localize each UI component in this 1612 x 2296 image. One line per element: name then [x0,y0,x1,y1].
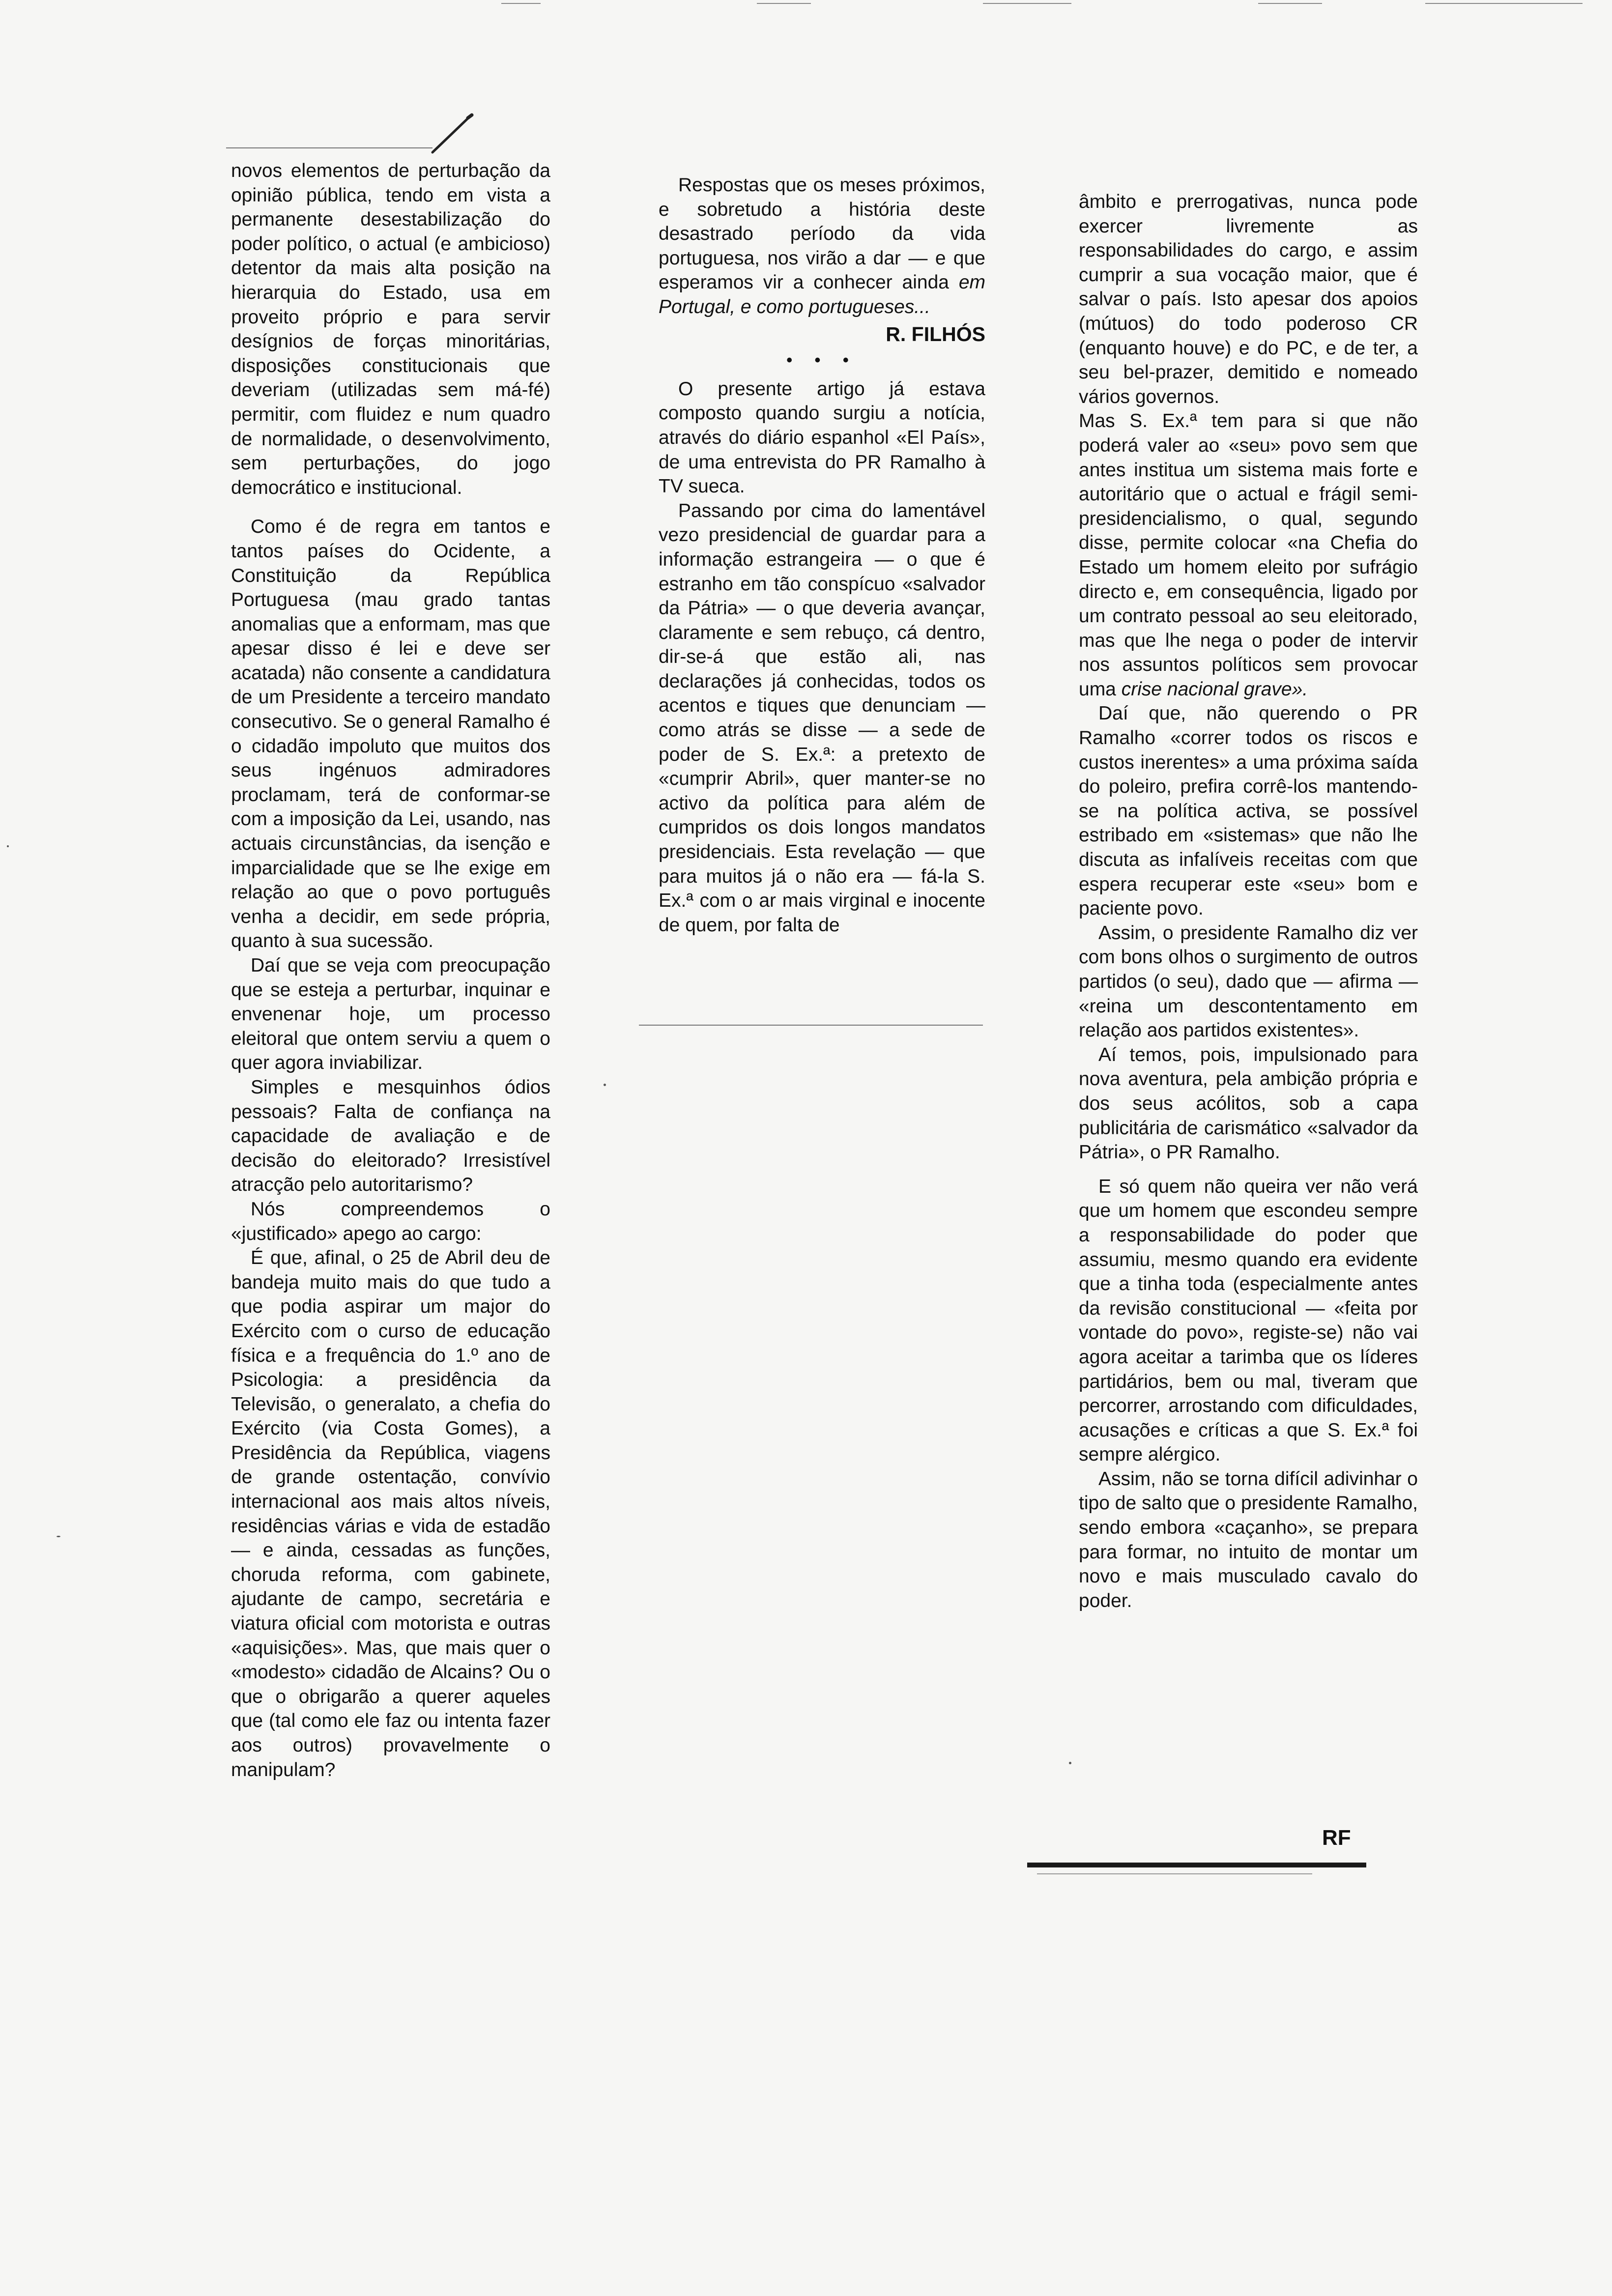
scan-speck [1069,1762,1071,1764]
paragraph [659,173,985,319]
paragraph-italic-text: em Portugal, e como portugueses... [659,272,985,317]
paragraph: É que, afinal, o 25 de Abril deu de bandeja muito mais do que tudo a que podia aspirar um major do Exército com o curso de educação física e a frequência do 1.º ano de Psicologia: a presidência da Televisão, o generalato, a chefia do Exército (via Costa Gomes), a Presidência da República, viagens de grande ostentação, convívio internacional aos mais altos níveis, residências várias e vida de estadão — e ainda, cessadas as funções, choruda reforma, com gabinete, ajudante de campo, secretária e viatura oficial com motorista e outras «aquisições». Mas, que mais quer o «modesto» cidadão de Alcains? Ou o que o obrigarão a querer aqueles que (tal como ele faz ou intenta fazer aos outros) provavelmente o manipulam? [231,1247,550,1780]
scan-speck [604,1084,606,1086]
end-signature: RF [1322,1826,1351,1850]
paragraph: Como é de regra em tantos e tantos países do Ocidente, a Constituição da República Portuguesa (mau grado tantas anomalias que a enformam, mas que apesar disso é lei e deve ser acatada) não consente a candidatura de um Presidente a terceiro mandato consecutivo. Se o general Ramalho é o cidadão impoluto que muitos dos seus ingénuos admiradores proclamam, terá de conformar-se com a imposição da Lei, usando, nas actuais circunstâncias, da isenção e imparcialidade que se lhe exige em relação ao que o povo português venha a decidir, em sede própria, quanto à sua sucessão. [231,516,550,952]
paragraph [1079,409,1418,701]
author-signature: R. FILHÓS [886,322,985,345]
section-separator: • • • [786,351,858,370]
scan-speck [57,1536,60,1537]
paragraph: Daí que se veja com preocupação que se esteja a perturbar, inquinar e envenenar hoje, um processo eleitoral que ontem serviu a quem o quer agora inviabilizar. [231,955,550,1074]
column1-top-ragged-line [226,147,432,148]
paragraph-text: Respostas que os meses próximos, e sobretudo a história deste desastrado período da vida portuguesa, nos virão a dar — e que esperamos vir a conhecer ainda [659,174,985,293]
paragraph: Passando por cima do lamentável vezo presidencial de guardar para a informação estrangeira — o que é estranho em tão conspícuo «salvador da Pátria» — o que deveria avançar, claramente e sem rebuço, cá dentro, dir-se-á que estão ali, nas declarações já conhecidas, todos os acentos e tiques que denunciam — como atrás se disse — a sede de poder de S. Ex.ª: a pretexto de «cumprir Abril», quer manter-se no activo da política para além de cumpridos os dois longos mandatos presidenciais. Esta revelação — que para muitos já o não era — fá-la S. Ex.ª com o ar mais virginal e inocente de quem, por falta de [659,500,985,936]
paragraph: Aí temos, pois, impulsionado para nova aventura, pela ambição própria e dos seus acólitos, sob a capa publicitária de carismático «salvador da Pátria», o PR Ramalho. [1079,1044,1418,1163]
pen-stroke-mark [423,113,482,157]
scan-edge-line [1425,3,1583,4]
paragraph: novos elementos de perturbação da opinião pública, tendo em vista a permanente desestabilização do poder político, o actual (e ambicioso) detentor da mais alta posição na hierarquia do Estado, usa em proveito próprio e para servir desígnios de forças minoritárias, disposições constitucionais que deveriam (utilizadas sem má-fé) permitir, com fluidez e num quadro de normalidade, o desenvolvimento, sem perturbações, do jogo democrático e institucional. [231,160,550,498]
article-column-1 [231,159,550,1782]
paragraph: âmbito e prerrogativas, nunca pode exercer livremente as responsabilidades do cargo, e assim cumprir a sua vocação maior, que é salvar o país. Isto apesar dos apoios (mútuos) do todo poderoso CR (enquanto houve) e do PC, e de ter, a seu bel-prazer, demitido e nomeado vários governos. [1079,191,1418,407]
paragraph-italic-text: crise nacional grave». [1121,678,1308,700]
paragraph: E só quem não queira ver não verá que um homem que escondeu sempre a responsabilidade do poder que assumiu, mesmo quando era evidente que a tinha toda (especialmente antes da revisão constitucional — «feita por vontade do povo», registe-se) não vai agora aceitar a tarimba que os líderes partidários, bem ou mal, tiveram que percorrer, arrostando com dificuldades, acusações e críticas a que S. Ex.ª foi sempre alérgico. [1079,1176,1418,1465]
scan-edge-line [757,3,811,4]
end-rule [1027,1863,1366,1867]
scan-edge-line [501,3,541,4]
paragraph: Assim, não se torna difícil adivinhar o tipo de salto que o presidente Ramalho, sendo embora «caçanho», se prepara para formar, no intuito de montar um novo e mais musculado cavalo do poder. [1079,1468,1418,1611]
end-rule-shadow [1037,1873,1312,1874]
article-column-2 [659,173,985,937]
paragraph: O presente artigo já estava composto quando surgiu a notícia, através do diário espanhol «El País», de uma entrevista do PR Ramalho à TV sueca. [659,378,985,497]
paragraph: Daí que, não querendo o PR Ramalho «correr todos os riscos e custos inerentes» a uma próxima saída do poleiro, prefira corrê-los mantendo-se na política activa, se possível estribado em «sistemas» que não lhe discuta as infalíveis receitas com que espera recuperar este «seu» bom e paciente povo. [1079,703,1418,919]
column2-bottom-ragged-line [639,1025,983,1026]
scan-edge-line [983,3,1071,4]
scan-edge-line [1258,3,1322,4]
paragraph-text: Mas S. Ex.ª tem para si que não poderá valer ao «seu» povo sem que antes institua um sistema mais forte e autoritário que o actual e frágil semi-presidencialismo, o qual, segundo disse, permite colocar «na Chefia do Estado um homem eleito por sufrágio directo e, em consequência, ligado por um contrato pessoal ao seu eleitorado, mas que lhe nega o poder de intervir nos assuntos políticos sem provocar uma [1079,410,1418,700]
paragraph: Assim, o presidente Ramalho diz ver com bons olhos o surgimento de outros partidos (o seu), dado que — afirma — «reina um descontentamento em relação aos partidos existentes». [1079,922,1418,1041]
scan-speck [7,845,9,847]
paragraph: Nós compreendemos o «justificado» apego ao cargo: [231,1198,550,1244]
article-column-3 [1079,190,1418,1613]
paragraph: Simples e mesquinhos ódios pessoais? Falta de confiança na capacidade de avaliação e de decisão do eleitorado? Irresistível atracção pelo autoritarismo? [231,1076,550,1196]
